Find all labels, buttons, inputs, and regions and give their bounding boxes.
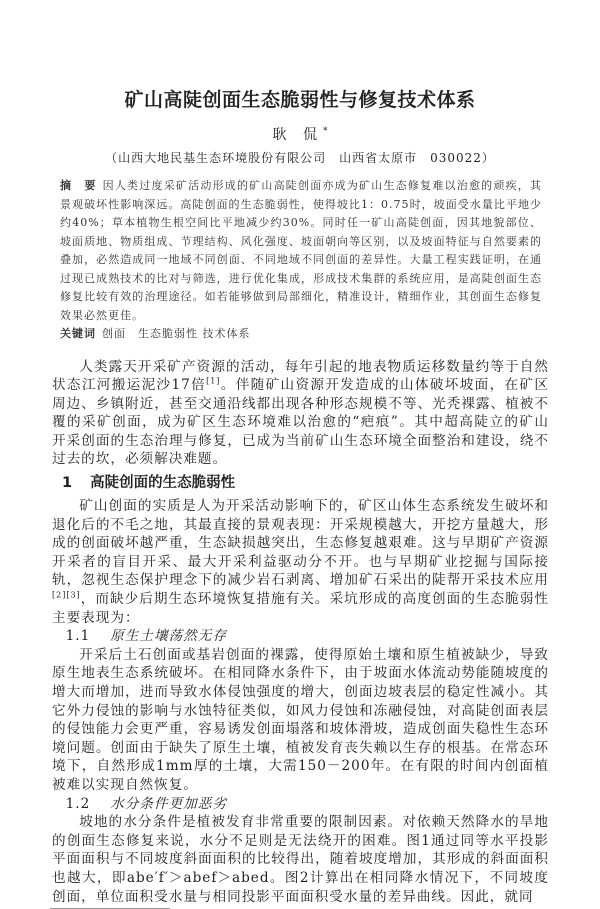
author-footnote-mark: * <box>322 126 328 137</box>
abstract-text: 因人类过度采矿活动形成的矿山高陡创面亦成为矿山生态修复难以治愈的顽疾，其景观破坏性影响深远。高陡创面的生态脆弱性，使得坡比1：0.75时，坡面受水量比平地少约40%；草本植物生根空间比平地减少约30%。同时任一矿山高陡创面，因其地貌部位、坡面质地、物质组成、节理结构、风化强度、坡面朝向等区别，以及坡面特征与自然要素的叠加，必然造成同一地域不同创面、不同地域不同创面的差异性。大量工程实践证明，在通过现已成熟技术的比对与筛选，进行优化集成，形成技术集群的系统应用，是高陡创面生态修复比较有效的治理途径。如若能够做到局部细化，精准设计，精细作业，其创面生态修复效果必然更佳。 <box>60 179 543 322</box>
keywords-label: 关键词 <box>60 327 96 340</box>
paper-title: 矿山高陡创面生态脆弱性与修复技术体系 <box>124 89 476 111</box>
subsection-title: 原生土壤荡然无存 <box>110 628 227 645</box>
abstract-label: 摘 要 <box>60 179 97 192</box>
subsection-1-2-paragraph: 坡地的水分条件是植被发育非常重要的限制因素。对依赖天然降水的旱地的创面生态修复来说，水分不足则是无法绕开的困难。图1通过同等水平投影平面面积与不同坡度斜面面积的比较得出，随着坡度增加，其形成的斜面面积也越大，即abe′f′＞abef＞abed。图2计算出在相同降水情况下，不同坡度创面，单位面积受水量与相同投影平面面积受水量的差异曲线。因此，就同 <box>52 814 549 905</box>
subsection-number: 1.2 <box>65 795 91 812</box>
citation: [2][3] <box>52 590 81 600</box>
section1-text-a: 矿山创面的实质是人为开采活动影响下的，矿区山体生态系统发生破坏和退化后的不毛之地，其最直接的景观表现：开采规模越大，开挖方量越大，形成的创面破坏越严重，生态缺损越突出，生态修复越艰难。这与早期矿产资源开采者的盲目开采、最大开采利益驱动分不开。也与早期矿业挖掘与国际接轨，忽视生态保护理念下的减少岩石剥离、增加矿石采出的陡帮开采技术应用 <box>52 498 549 589</box>
subsection-title: 水分条件更加恶劣 <box>110 795 227 812</box>
section-number: 1 <box>62 475 73 492</box>
subsection-heading-1-1 <box>66 627 549 646</box>
section-heading-1 <box>62 471 549 495</box>
keywords <box>60 325 542 344</box>
subsection-1-1-paragraph: 开采后土石创面或基岩创面的裸露，使得原始土壤和原生植被缺少，导致原生地表生态系统破坏。在相同降水条件下，由于坡面水体流动势能随坡度的增大而增加，进而导致水体侵蚀强度的增大，创面边坡表层的稳定性减小。其它外力侵蚀的影响与水蚀特征类似，如风力侵蚀和冻融侵蚀，对高陡创面表层的侵蚀能力会更严重，容易诱发创面塌落和坡体滑坡，造成创面失稳性生态环境问题。创面由于缺失了原生土壤，植被发育丧失赖以生存的根基。在常态环境下，自然形成1mm厚的土壤，大需150－200年。在有限的时间内创面植被难以实现自然恢复。 <box>52 646 549 793</box>
section1-text-b: ，而缺少后期生态环境恢复措施有关。采坑形成的高度创面的生态脆弱性主要表现为： <box>52 591 549 626</box>
intro-text-b: 。伴随矿山资源开发造成的山体破坏坡面，在矿区周边、乡镇附近，甚至交通沿线都出现各种形态规模不等、光秃裸露、植被不覆的采矿创面，成为矿区生态环境难以治愈的“疤痕”。其中超高陡立的矿山开采创面的生态治理与修复，已成为当前矿山生态环境全面整治和建设，绕不过去的坎，必须解决难题。 <box>52 377 550 468</box>
intro-text-a: 人类露天开采矿产资源的活动，每年引起的地表物质运移数量约等于自然状态江河搬运泥沙17倍 <box>52 358 549 394</box>
body-text <box>52 358 549 907</box>
citation: [1] <box>206 376 221 386</box>
author <box>0 126 600 144</box>
keywords-text: 创面 生态脆弱性 技术体系 <box>102 327 251 340</box>
section1-paragraph <box>52 497 549 627</box>
abstract <box>60 177 542 344</box>
affiliation: （山西大地民基生态环境股份有限公司 山西省太原市 030022） <box>105 151 495 165</box>
subsection-number: 1.1 <box>65 628 91 645</box>
subsection-heading-1-2 <box>66 795 549 814</box>
section-title: 高陡创面的生态脆弱性 <box>90 475 236 492</box>
author-name: 耿 侃 <box>272 127 323 143</box>
intro-paragraph <box>52 358 549 470</box>
